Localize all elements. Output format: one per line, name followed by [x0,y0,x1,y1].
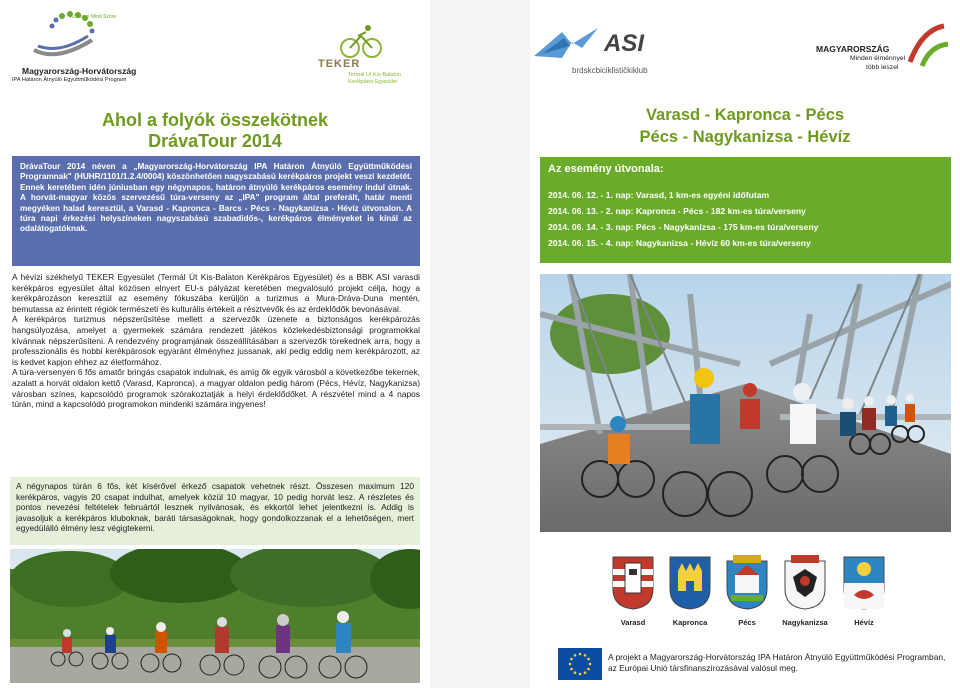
body-paragraph-3: A túra-versenyen 6 fős amatőr bringás csapatok indulnak, és amíg ők egyik városból a következőbe tekernek, azalatt a horvát oldalon kettő (Varasd, Kapronca), a magyar oldalon pedig három (Pécs, Hévíz, Nagykanizsa) városban színes, kapcsolódó programok szórakoztatják a helyi érdeklődőket. A részvétel mind a 4 napos túrán, mind a kapcsolódó programokon mindenki számára ingyenes! [12,367,420,410]
teker-sub1: Termál Út Kis-Balaton [348,72,402,78]
asi-wing-icon [532,24,602,64]
hu-sub1: Minden élménnyel [850,55,906,62]
ipa-logo [12,6,142,84]
ipa-ring-text: Közösen Mind Szóre [70,14,117,20]
cyclists-photo-bridge [540,274,951,532]
body-paragraph-2: A kerékpáros turizmus népszerűsítése mellett a szervezők üzenete a biztonságos kerékpározás hangsúlyozása, amelyet a gyermekek számára rendezett játékos közlekedésbiztonsági programokkal kívánnak népszerűsíteni. A rendezvény programjának összeállításában a szervezők törekednek arra, hogy a professzionális és hobbi kerékpárosok egyaránt élményhez jussanak, aki pedig eddig nem kerékpározott, az is kedvet kapjon ehhez az életformához. [12,314,420,367]
nagykanizsa-crest-icon [783,555,827,611]
info-box: A négynapos túrán 6 fős, két kísérővel érkező csapatok vehetnek részt. Összesen maximum 120 kerékpáros, vagyis 20 csapat indulhat, amelyek közül 10 magyar, 10 pedig horvát lesz. A részletes és pontos nevezési feltételek februártól lesznek nyilvánosak, és ekkortól lehet jelentkezni is. Addig is javasoljuk a kerékpáros kluboknak, baráti társaságoknak, hogy gondolkozzanak el a lehetőségen, mert egyedülálló élmény lesz végigtekerni. [10,477,420,545]
kapronca-crest-icon [668,555,712,611]
cyclists-road-image [10,549,420,683]
hu-sub2: több leszel [866,64,899,71]
ipa-sub: IPA Határon Átnyúló Együttműködési Program [12,77,127,83]
route-title-line2: Pécs - Nagykanizsa - Hévíz [639,128,851,146]
crest-label-heviz: Hévíz [854,618,874,627]
teker-name: TEKER [318,58,361,70]
asi-sub: brdskcbiciklističkiklub [572,66,648,75]
teker-cyclist-icon [328,22,398,62]
crest-label-kapronca: Kapronca [672,618,708,627]
crest-label-varasd: Varasd [620,618,646,627]
cyclists-photo-road [10,549,420,683]
route-title-line1: Varasd - Kapronca - Pécs [645,106,845,124]
route-heading: Az esemény útvonala: [548,163,664,175]
hungary-ribbon-icon [900,22,950,72]
intro-box: DrávaTour 2014 néven a „Magyarország-Horvátország IPA Határon Átnyúló Együttműködési Programnak" (HUHR/1101/1.2.4/0004) köszönhetően nagyszabású kerékpáros projekt veszi kezdetét. Ennek keretében idén júniusban egy négynapos, határon átnyúló kerékpáros esemény indul útnak. A horvát-magyar közös szervezésű túra-verseny az „IPA" program által preferált, határ menti megyéken halad keresztül, a Varasd - Kapronca - Barcs - Pécs - Nagykanizsa - Hévíz útvonalon. A túra napi érkezési helyszíneken nagyszabású szabadidős-, kerékpáros élményeket is kínál az odalátogatóknak. [12,156,420,266]
heviz-crest-icon [842,555,886,611]
page-gutter [430,0,530,688]
teker-logo [318,22,418,88]
body-paragraph-1: A hévízi székhelyű TEKER Egyesület (Termál Út Kis-Balaton Kerékpáros Egyesület) és a BBK ASI varasdi kerékpáros egyesület által közösen elnyert EU-s pályázat keretében megvalósuló projekt célja, hogy a kerékpározáson keresztül az esemény fókuszába kerüljön a turizmus a Mura-Dráva-Duna mentén, bemutassa az érintett régiók természeti és kulturális értékeit a résztvevők és az érdeklődők bevonásával. [12,272,420,314]
body-text [12,272,420,410]
crest-label-pecs: Pécs [738,618,756,627]
crest-label-nagykanizsa: Nagykanizsa [782,618,828,627]
eu-footer [558,648,951,680]
asi-name: ASI [604,30,645,57]
eu-funding-text: A projekt a Magyarország-Horvátország IPA Határon Átnyúló Együttműködési Programban, az Európai Unió társfinanszírozásával valósul meg. [608,652,946,673]
hungary-tourism-logo [816,22,952,78]
teker-sub2: Kerékpáros Egyesület [348,79,397,85]
route-item-3: 2014. 06. 14. - 3. nap: Pécs - Nagykanizsa - 175 km-es túra/verseny [548,222,819,232]
ipa-name: Magyarország-Horvátország [22,66,137,76]
asi-logo [532,24,672,80]
route-item-2: 2014. 06. 13. - 2. nap: Kapronca - Pécs - 182 km-es túra/verseny [548,206,806,216]
pecs-crest-icon [725,555,769,611]
cyclists-bridge-image [540,274,951,532]
hu-name: MAGYARORSZÁG [816,44,890,54]
route-box [540,157,951,263]
route-item-4: 2014. 06. 15. - 4. nap: Nagykanizsa - Hévíz 60 km-es túra/verseny [548,238,811,248]
eu-flag-icon [558,648,602,680]
page-title-line1: Ahol a folyók összekötnek [101,110,329,130]
route-item-1: 2014. 06. 12. - 1. nap: Varasd, 1 km-es egyéni időfutam [548,190,770,200]
page-title-line2: DrávaTour 2014 [148,131,282,151]
varasd-crest-icon [611,555,655,611]
